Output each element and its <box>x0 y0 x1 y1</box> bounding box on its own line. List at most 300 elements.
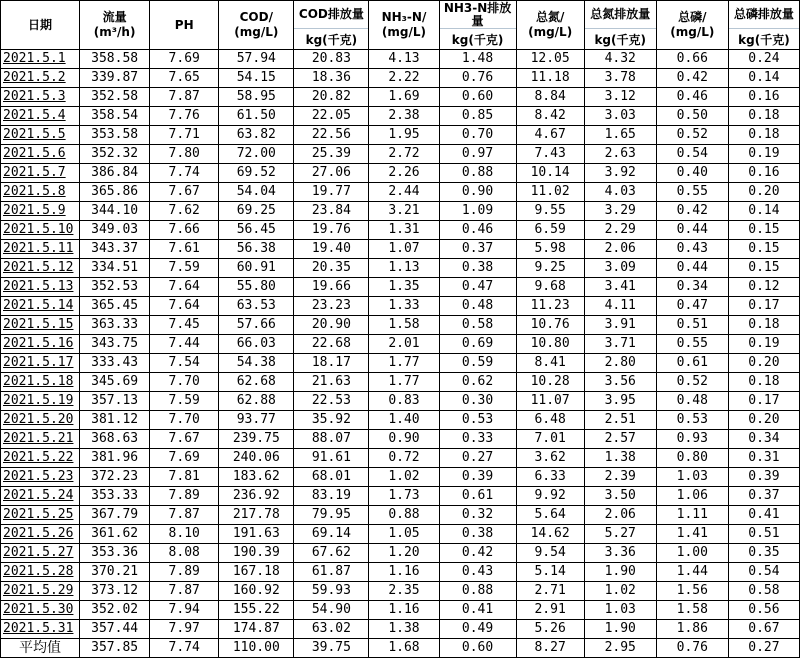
value-cell-cod-emission: 20.82 <box>294 88 369 107</box>
value-cell-tn-emission: 1.03 <box>584 601 656 620</box>
value-cell-tn-emission: 1.90 <box>584 620 656 639</box>
value-cell-tp-emission: 0.27 <box>728 639 799 658</box>
value-cell-cod: 167.18 <box>219 563 294 582</box>
value-cell-ph: 7.62 <box>150 202 219 221</box>
value-cell-tp: 0.52 <box>656 126 728 145</box>
value-cell-cod: 160.92 <box>219 582 294 601</box>
value-cell-nh3n: 1.73 <box>369 487 439 506</box>
value-cell-nh3n: 0.90 <box>369 430 439 449</box>
value-cell-ph: 8.10 <box>150 525 219 544</box>
table-row <box>1 202 800 221</box>
column-header-date <box>1 1 80 50</box>
value-cell-tp: 0.40 <box>656 164 728 183</box>
value-cell-cod: 66.03 <box>219 335 294 354</box>
value-cell-nh3n: 1.77 <box>369 354 439 373</box>
column-header-cod-emission-unit: kg(千克) <box>294 28 368 49</box>
date-cell: 2021.5.29 <box>1 582 80 601</box>
date-cell: 2021.5.20 <box>1 411 80 430</box>
value-cell-tp: 1.56 <box>656 582 728 601</box>
value-cell-cod-emission: 22.56 <box>294 126 369 145</box>
column-header-cod-emission-title: COD排放量 <box>298 7 364 21</box>
value-cell-ph: 7.76 <box>150 107 219 126</box>
value-cell-cod-emission: 19.66 <box>294 278 369 297</box>
value-cell-cod: 57.66 <box>219 316 294 335</box>
value-cell-ph: 7.71 <box>150 126 219 145</box>
value-cell-nh3n: 0.88 <box>369 506 439 525</box>
value-cell-tp: 1.44 <box>656 563 728 582</box>
value-cell-nh3n: 1.31 <box>369 221 439 240</box>
value-cell-flow: 370.21 <box>80 563 150 582</box>
value-cell-nh3n: 1.40 <box>369 411 439 430</box>
value-cell-cod-emission: 25.39 <box>294 145 369 164</box>
column-header-tp-emission-title: 总磷排放量 <box>733 7 794 21</box>
value-cell-nh3n-emission: 0.46 <box>439 221 516 240</box>
column-header-tn-emission-title: 总氮排放量 <box>590 7 651 21</box>
value-cell-tp: 0.42 <box>656 69 728 88</box>
value-cell-ph: 7.87 <box>150 506 219 525</box>
value-cell-nh3n-emission: 0.41 <box>439 601 516 620</box>
value-cell-tp: 0.93 <box>656 430 728 449</box>
value-cell-cod: 56.38 <box>219 240 294 259</box>
value-cell-flow: 333.43 <box>80 354 150 373</box>
value-cell-tp-emission: 0.39 <box>728 468 799 487</box>
value-cell-cod-emission: 54.90 <box>294 601 369 620</box>
value-cell-nh3n: 2.26 <box>369 164 439 183</box>
table-row <box>1 525 800 544</box>
value-cell-tn-emission: 2.95 <box>584 639 656 658</box>
value-cell-nh3n-emission: 0.43 <box>439 563 516 582</box>
value-cell-tn-emission: 1.02 <box>584 582 656 601</box>
value-cell-nh3n-emission: 0.48 <box>439 297 516 316</box>
value-cell-tp-emission: 0.15 <box>728 259 799 278</box>
value-cell-tn: 6.33 <box>516 468 584 487</box>
value-cell-tp: 0.55 <box>656 335 728 354</box>
column-header-nh3n-emission-unit: kg(千克) <box>440 28 516 49</box>
value-cell-nh3n-emission: 0.90 <box>439 183 516 202</box>
value-cell-tn-emission: 3.29 <box>584 202 656 221</box>
value-cell-tp-emission: 0.37 <box>728 487 799 506</box>
value-cell-tp: 0.54 <box>656 145 728 164</box>
value-cell-tp: 0.44 <box>656 259 728 278</box>
value-cell-tn: 11.02 <box>516 183 584 202</box>
value-cell-tp: 0.80 <box>656 449 728 468</box>
value-cell-tp: 1.00 <box>656 544 728 563</box>
column-header-tp-emission-unit: kg(千克) <box>729 28 799 49</box>
value-cell-nh3n-emission: 1.48 <box>439 50 516 69</box>
value-cell-nh3n-emission: 0.61 <box>439 487 516 506</box>
value-cell-tn: 10.28 <box>516 373 584 392</box>
value-cell-cod: 69.52 <box>219 164 294 183</box>
date-cell: 2021.5.10 <box>1 221 80 240</box>
date-cell: 2021.5.28 <box>1 563 80 582</box>
value-cell-flow: 352.58 <box>80 88 150 107</box>
value-cell-tn: 4.67 <box>516 126 584 145</box>
value-cell-cod: 190.39 <box>219 544 294 563</box>
value-cell-ph: 7.59 <box>150 392 219 411</box>
date-cell: 2021.5.5 <box>1 126 80 145</box>
value-cell-cod-emission: 20.35 <box>294 259 369 278</box>
value-cell-cod-emission: 20.83 <box>294 50 369 69</box>
value-cell-cod-emission: 63.02 <box>294 620 369 639</box>
average-label-cell: 平均值 <box>1 639 80 658</box>
value-cell-nh3n: 2.72 <box>369 145 439 164</box>
date-cell: 2021.5.11 <box>1 240 80 259</box>
column-header-cod-unit: (mg/L) <box>234 25 279 39</box>
column-header-nh3n-unit: (mg/L) <box>381 25 427 39</box>
date-cell: 2021.5.14 <box>1 297 80 316</box>
value-cell-tp-emission: 0.17 <box>728 297 799 316</box>
value-cell-tn: 2.91 <box>516 601 584 620</box>
table-row <box>1 297 800 316</box>
column-header-tp-emission <box>728 1 799 50</box>
value-cell-tp: 1.03 <box>656 468 728 487</box>
value-cell-tp: 1.58 <box>656 601 728 620</box>
value-cell-tn-emission: 3.50 <box>584 487 656 506</box>
date-cell: 2021.5.7 <box>1 164 80 183</box>
value-cell-flow: 386.84 <box>80 164 150 183</box>
value-cell-ph: 7.89 <box>150 487 219 506</box>
value-cell-tp: 0.47 <box>656 297 728 316</box>
value-cell-nh3n-emission: 0.27 <box>439 449 516 468</box>
value-cell-nh3n: 1.95 <box>369 126 439 145</box>
date-cell: 2021.5.25 <box>1 506 80 525</box>
value-cell-ph: 7.70 <box>150 411 219 430</box>
value-cell-tp: 0.61 <box>656 354 728 373</box>
date-cell: 2021.5.4 <box>1 107 80 126</box>
date-cell: 2021.5.15 <box>1 316 80 335</box>
value-cell-nh3n: 1.16 <box>369 563 439 582</box>
column-header-tp <box>656 1 728 50</box>
value-cell-tp: 0.46 <box>656 88 728 107</box>
value-cell-flow: 367.79 <box>80 506 150 525</box>
value-cell-tp-emission: 0.15 <box>728 221 799 240</box>
value-cell-flow: 339.87 <box>80 69 150 88</box>
value-cell-nh3n: 2.44 <box>369 183 439 202</box>
value-cell-nh3n-emission: 0.60 <box>439 88 516 107</box>
value-cell-tp-emission: 0.19 <box>728 335 799 354</box>
value-cell-cod: 61.50 <box>219 107 294 126</box>
value-cell-tp-emission: 0.16 <box>728 164 799 183</box>
value-cell-flow: 343.37 <box>80 240 150 259</box>
value-cell-tn: 9.92 <box>516 487 584 506</box>
column-header-nh3n <box>369 1 439 50</box>
value-cell-tp-emission: 0.18 <box>728 316 799 335</box>
value-cell-nh3n: 1.77 <box>369 373 439 392</box>
value-cell-tn: 5.64 <box>516 506 584 525</box>
value-cell-tp-emission: 0.14 <box>728 69 799 88</box>
value-cell-nh3n: 0.72 <box>369 449 439 468</box>
value-cell-tn-emission: 2.06 <box>584 506 656 525</box>
value-cell-ph: 7.69 <box>150 449 219 468</box>
table-row <box>1 411 800 430</box>
value-cell-cod: 72.00 <box>219 145 294 164</box>
value-cell-cod: 191.63 <box>219 525 294 544</box>
value-cell-tp: 0.48 <box>656 392 728 411</box>
date-cell: 2021.5.16 <box>1 335 80 354</box>
table-row <box>1 145 800 164</box>
value-cell-cod-emission: 22.05 <box>294 107 369 126</box>
value-cell-cod: 57.94 <box>219 50 294 69</box>
value-cell-flow: 345.69 <box>80 373 150 392</box>
value-cell-tp-emission: 0.17 <box>728 392 799 411</box>
value-cell-flow: 353.58 <box>80 126 150 145</box>
value-cell-cod: 54.38 <box>219 354 294 373</box>
value-cell-ph: 7.66 <box>150 221 219 240</box>
value-cell-tp: 1.11 <box>656 506 728 525</box>
value-cell-nh3n: 1.33 <box>369 297 439 316</box>
value-cell-cod: 240.06 <box>219 449 294 468</box>
value-cell-cod-emission: 18.17 <box>294 354 369 373</box>
value-cell-nh3n-emission: 0.39 <box>439 468 516 487</box>
value-cell-nh3n: 1.02 <box>369 468 439 487</box>
table-row <box>1 487 800 506</box>
value-cell-tp: 0.55 <box>656 183 728 202</box>
column-header-ph <box>150 1 219 50</box>
value-cell-cod-emission: 91.61 <box>294 449 369 468</box>
value-cell-ph: 7.65 <box>150 69 219 88</box>
value-cell-cod: 69.25 <box>219 202 294 221</box>
value-cell-flow: 381.12 <box>80 411 150 430</box>
column-header-date-title: 日期 <box>28 17 53 32</box>
value-cell-nh3n: 1.38 <box>369 620 439 639</box>
date-cell: 2021.5.26 <box>1 525 80 544</box>
value-cell-tn: 9.25 <box>516 259 584 278</box>
date-cell: 2021.5.2 <box>1 69 80 88</box>
value-cell-tp-emission: 0.24 <box>728 50 799 69</box>
date-cell: 2021.5.19 <box>1 392 80 411</box>
table-row <box>1 221 800 240</box>
value-cell-tp: 0.44 <box>656 221 728 240</box>
value-cell-cod: 60.91 <box>219 259 294 278</box>
value-cell-flow: 334.51 <box>80 259 150 278</box>
value-cell-tn: 6.59 <box>516 221 584 240</box>
value-cell-tn-emission: 3.41 <box>584 278 656 297</box>
value-cell-nh3n-emission: 0.49 <box>439 620 516 639</box>
value-cell-cod: 93.77 <box>219 411 294 430</box>
value-cell-flow: 368.63 <box>80 430 150 449</box>
value-cell-tp-emission: 0.51 <box>728 525 799 544</box>
value-cell-tn: 9.54 <box>516 544 584 563</box>
value-cell-cod-emission: 69.14 <box>294 525 369 544</box>
value-cell-flow: 352.53 <box>80 278 150 297</box>
value-cell-cod: 63.53 <box>219 297 294 316</box>
value-cell-tn: 7.43 <box>516 145 584 164</box>
value-cell-tn: 10.14 <box>516 164 584 183</box>
value-cell-tp-emission: 0.56 <box>728 601 799 620</box>
value-cell-tp: 0.53 <box>656 411 728 430</box>
value-cell-cod-emission: 27.06 <box>294 164 369 183</box>
value-cell-tp-emission: 0.20 <box>728 354 799 373</box>
value-cell-cod: 54.15 <box>219 69 294 88</box>
date-cell: 2021.5.17 <box>1 354 80 373</box>
value-cell-tp: 1.86 <box>656 620 728 639</box>
value-cell-flow: 357.13 <box>80 392 150 411</box>
value-cell-cod-emission: 23.84 <box>294 202 369 221</box>
value-cell-nh3n-emission: 0.97 <box>439 145 516 164</box>
value-cell-tn: 5.26 <box>516 620 584 639</box>
value-cell-cod: 62.88 <box>219 392 294 411</box>
date-cell: 2021.5.21 <box>1 430 80 449</box>
column-header-cod-emission <box>294 1 369 50</box>
value-cell-tp-emission: 0.15 <box>728 240 799 259</box>
value-cell-nh3n-emission: 0.37 <box>439 240 516 259</box>
value-cell-nh3n-emission: 0.30 <box>439 392 516 411</box>
value-cell-tn-emission: 2.63 <box>584 145 656 164</box>
value-cell-tn: 12.05 <box>516 50 584 69</box>
value-cell-ph: 7.97 <box>150 620 219 639</box>
value-cell-nh3n: 1.68 <box>369 639 439 658</box>
value-cell-tn: 9.55 <box>516 202 584 221</box>
value-cell-flow: 373.12 <box>80 582 150 601</box>
value-cell-cod-emission: 22.68 <box>294 335 369 354</box>
table-row <box>1 316 800 335</box>
value-cell-tn: 11.07 <box>516 392 584 411</box>
value-cell-ph: 7.80 <box>150 145 219 164</box>
table-row <box>1 601 800 620</box>
value-cell-tp-emission: 0.34 <box>728 430 799 449</box>
value-cell-tp-emission: 0.67 <box>728 620 799 639</box>
value-cell-ph: 7.74 <box>150 164 219 183</box>
value-cell-cod: 217.78 <box>219 506 294 525</box>
value-cell-ph: 7.44 <box>150 335 219 354</box>
value-cell-tp: 1.06 <box>656 487 728 506</box>
value-cell-ph: 8.08 <box>150 544 219 563</box>
column-header-tp-title: 总磷/ <box>678 10 707 24</box>
value-cell-nh3n-emission: 0.38 <box>439 525 516 544</box>
value-cell-flow: 365.86 <box>80 183 150 202</box>
value-cell-cod-emission: 22.53 <box>294 392 369 411</box>
value-cell-cod: 110.00 <box>219 639 294 658</box>
value-cell-nh3n: 1.13 <box>369 259 439 278</box>
value-cell-tp: 0.34 <box>656 278 728 297</box>
value-cell-ph: 7.70 <box>150 373 219 392</box>
table-row <box>1 50 800 69</box>
value-cell-cod: 55.80 <box>219 278 294 297</box>
value-cell-nh3n-emission: 0.59 <box>439 354 516 373</box>
column-header-cod <box>219 1 294 50</box>
table-row <box>1 183 800 202</box>
value-cell-ph: 7.87 <box>150 582 219 601</box>
value-cell-tn-emission: 3.56 <box>584 373 656 392</box>
value-cell-nh3n-emission: 0.85 <box>439 107 516 126</box>
value-cell-tp-emission: 0.14 <box>728 202 799 221</box>
average-row <box>1 639 800 658</box>
table-header <box>1 1 800 50</box>
table-row <box>1 164 800 183</box>
value-cell-tp: 0.76 <box>656 639 728 658</box>
value-cell-cod: 155.22 <box>219 601 294 620</box>
table-row <box>1 69 800 88</box>
value-cell-flow: 365.45 <box>80 297 150 316</box>
column-header-flow-title: 流量 <box>102 10 127 24</box>
value-cell-tn-emission: 3.09 <box>584 259 656 278</box>
value-cell-nh3n: 1.07 <box>369 240 439 259</box>
value-cell-cod-emission: 23.23 <box>294 297 369 316</box>
value-cell-cod: 236.92 <box>219 487 294 506</box>
value-cell-tn-emission: 2.06 <box>584 240 656 259</box>
value-cell-cod-emission: 61.87 <box>294 563 369 582</box>
value-cell-nh3n-emission: 0.42 <box>439 544 516 563</box>
value-cell-nh3n-emission: 0.70 <box>439 126 516 145</box>
value-cell-nh3n: 3.21 <box>369 202 439 221</box>
table-row <box>1 278 800 297</box>
value-cell-tp-emission: 0.18 <box>728 373 799 392</box>
column-header-tn-emission-unit: kg(千克) <box>585 28 656 49</box>
value-cell-cod-emission: 18.36 <box>294 69 369 88</box>
table-row <box>1 430 800 449</box>
date-cell: 2021.5.22 <box>1 449 80 468</box>
value-cell-tn-emission: 3.12 <box>584 88 656 107</box>
table-row <box>1 392 800 411</box>
value-cell-tn: 11.23 <box>516 297 584 316</box>
table-row <box>1 468 800 487</box>
value-cell-cod-emission: 88.07 <box>294 430 369 449</box>
date-cell: 2021.5.18 <box>1 373 80 392</box>
value-cell-cod-emission: 20.90 <box>294 316 369 335</box>
value-cell-cod-emission: 21.63 <box>294 373 369 392</box>
value-cell-nh3n-emission: 0.62 <box>439 373 516 392</box>
value-cell-tp-emission: 0.18 <box>728 126 799 145</box>
date-cell: 2021.5.3 <box>1 88 80 107</box>
table-row <box>1 544 800 563</box>
value-cell-nh3n-emission: 0.69 <box>439 335 516 354</box>
value-cell-tp: 0.43 <box>656 240 728 259</box>
date-cell: 2021.5.1 <box>1 50 80 69</box>
value-cell-tn-emission: 2.29 <box>584 221 656 240</box>
value-cell-flow: 358.58 <box>80 50 150 69</box>
value-cell-tn: 10.76 <box>516 316 584 335</box>
value-cell-tn: 9.68 <box>516 278 584 297</box>
value-cell-tp: 0.66 <box>656 50 728 69</box>
value-cell-tn: 3.62 <box>516 449 584 468</box>
value-cell-nh3n: 1.05 <box>369 525 439 544</box>
value-cell-nh3n: 1.16 <box>369 601 439 620</box>
value-cell-tn-emission: 3.92 <box>584 164 656 183</box>
value-cell-ph: 7.69 <box>150 50 219 69</box>
value-cell-tn-emission: 3.95 <box>584 392 656 411</box>
value-cell-tn-emission: 3.78 <box>584 69 656 88</box>
value-cell-tn-emission: 2.80 <box>584 354 656 373</box>
value-cell-nh3n: 2.22 <box>369 69 439 88</box>
value-cell-tp: 0.42 <box>656 202 728 221</box>
value-cell-ph: 7.54 <box>150 354 219 373</box>
value-cell-ph: 7.67 <box>150 430 219 449</box>
column-header-tn <box>516 1 584 50</box>
value-cell-tn-emission: 3.91 <box>584 316 656 335</box>
value-cell-tp: 0.51 <box>656 316 728 335</box>
value-cell-tn: 10.80 <box>516 335 584 354</box>
value-cell-nh3n-emission: 0.58 <box>439 316 516 335</box>
column-header-ph-title: PH <box>174 17 194 32</box>
value-cell-nh3n-emission: 0.33 <box>439 430 516 449</box>
value-cell-nh3n: 0.83 <box>369 392 439 411</box>
value-cell-tp-emission: 0.16 <box>728 88 799 107</box>
value-cell-ph: 7.61 <box>150 240 219 259</box>
value-cell-nh3n-emission: 0.88 <box>439 582 516 601</box>
value-cell-tn-emission: 5.27 <box>584 525 656 544</box>
value-cell-ph: 7.67 <box>150 183 219 202</box>
date-cell: 2021.5.31 <box>1 620 80 639</box>
value-cell-ph: 7.94 <box>150 601 219 620</box>
date-cell: 2021.5.13 <box>1 278 80 297</box>
value-cell-nh3n: 1.69 <box>369 88 439 107</box>
column-header-flow-unit: (m³/h) <box>93 25 136 39</box>
value-cell-tn-emission: 2.39 <box>584 468 656 487</box>
value-cell-tn-emission: 4.11 <box>584 297 656 316</box>
value-cell-cod-emission: 79.95 <box>294 506 369 525</box>
value-cell-cod: 54.04 <box>219 183 294 202</box>
value-cell-tp: 1.41 <box>656 525 728 544</box>
